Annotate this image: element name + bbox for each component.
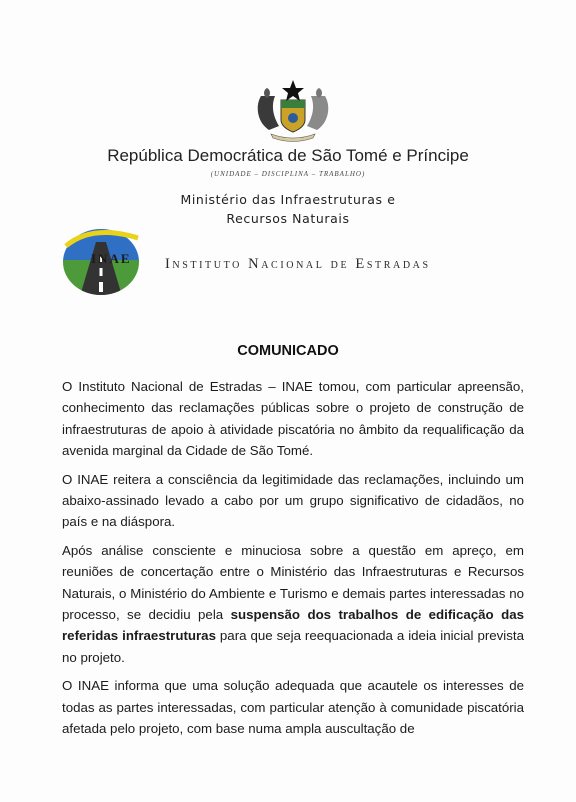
paragraph-4: O INAE informa que uma solução adequada que acautele os interesses de todas as partes interessadas, com particular atenção à comunidade piscatória afetada pelo projeto, com base numa ampla auscultação de (62, 678, 524, 737)
paragraph-3-bold-text: suspensão dos trabalhos de edificação das referidas infraestruturas (62, 607, 524, 644)
ministry-line-2: Recursos Naturais (226, 211, 350, 226)
document-heading: COMUNICADO (237, 343, 339, 359)
paragraph-3-text-b: para que seja reequacionada a ideia inicial prevista no projeto. (62, 628, 524, 665)
ministry-line-1: Ministério das Infraestruturas e (180, 192, 396, 207)
logo-text: INAE (91, 251, 132, 266)
coat-of-arms-icon (253, 76, 333, 142)
country-name: República Democrática de São Tomé e Príncipe (107, 146, 469, 165)
paragraph-1: O Instituto Nacional de Estradas – INAE tomou, com particular apreensão, conhecimento das reclamações públicas sobre o projeto de construção de infraestruturas de apoio à atividade piscatória no âmbito da requalificação da avenida marginal da Cidade de São Tomé. (62, 379, 524, 459)
document-body (62, 376, 524, 747)
paragraph-2: O INAE reitera a consciência da legitimidade das reclamações, incluindo um abaixo-assinado levado a cabo por um grupo significativo de cidadãos, no país e na diáspora. (62, 471, 524, 530)
paragraph-3-text-a: Após análise consciente e minuciosa sobre a questão em apreço, em reuniões de concertação entre o Ministério das Infraestruturas e Recursos Naturais, o Ministério do Ambiente e Turismo e demais partes interessadas no processo, se decidiu pela (62, 542, 524, 623)
institute-name: Instituto Nacional de Estradas (165, 256, 431, 272)
paragraph-3 (62, 540, 524, 668)
national-motto: (UNIDADE – DISCIPLINA – TRABALHO) (210, 170, 366, 178)
